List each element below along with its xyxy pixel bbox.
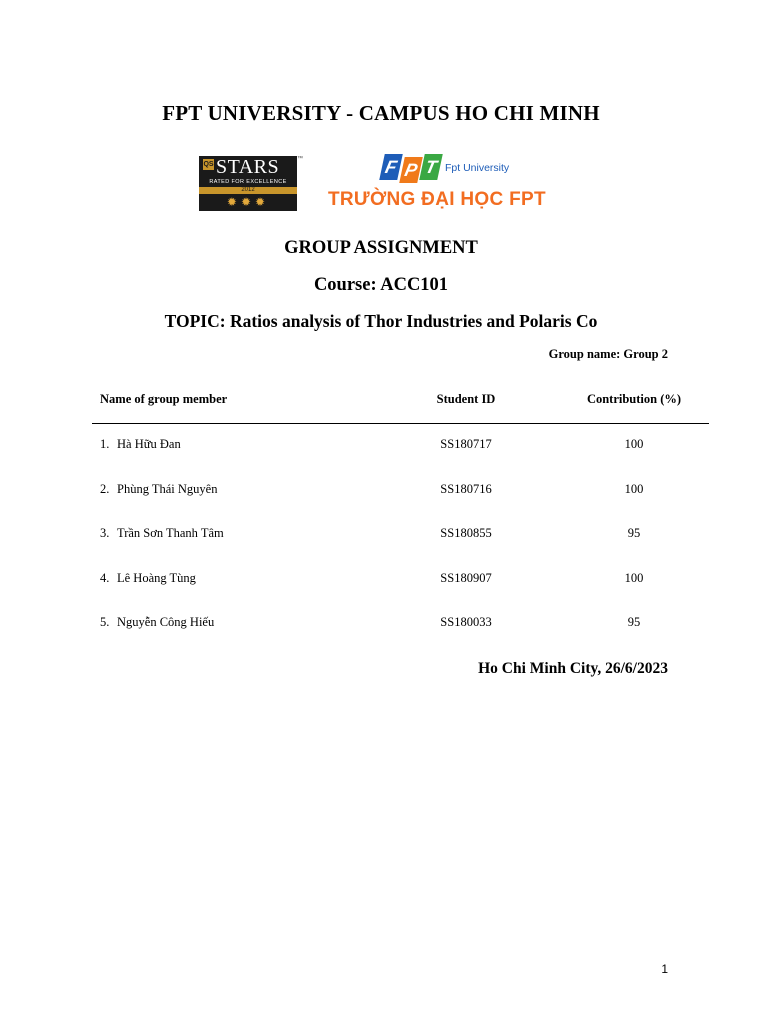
- fpt-letter-f: F: [379, 154, 403, 180]
- contribution: 100: [624, 482, 644, 496]
- fpt-letter-p: P: [399, 157, 423, 183]
- member-name-cell: [100, 437, 181, 452]
- student-id: SS180716: [440, 482, 492, 496]
- table-header: [92, 386, 709, 424]
- member-name-cell: [100, 482, 217, 497]
- member-name-cell: [100, 571, 196, 586]
- contribution: 100: [624, 571, 644, 585]
- assignment-title: GROUP ASSIGNMENT: [284, 238, 478, 258]
- university-title: FPT UNIVERSITY - CAMPUS HO CHI MINH: [162, 101, 600, 125]
- fpt-vietnamese-name: TRƯỜNG ĐẠI HỌC FPT: [328, 189, 546, 210]
- member-name-cell: [100, 615, 214, 630]
- group-name: Group name: Group 2: [548, 347, 668, 361]
- row-number: 1.: [100, 437, 110, 451]
- contribution: 95: [627, 615, 641, 629]
- fpt-university-subtitle: Fpt University: [445, 162, 510, 174]
- student-id: SS180717: [440, 437, 492, 451]
- table-row: [92, 571, 709, 595]
- member-name-cell: [100, 526, 224, 541]
- qs-stars-logo: [199, 156, 303, 211]
- header-name: Name of group member: [100, 392, 228, 406]
- stars-word: STARS: [216, 156, 280, 178]
- header-contribution: Contribution (%): [586, 392, 682, 406]
- row-number: 4.: [100, 571, 110, 585]
- member-name: Phùng Thái Nguyên: [117, 482, 218, 496]
- student-id: SS180855: [440, 526, 492, 540]
- place-date: Ho Chi Minh City, 26/6/2023: [478, 660, 668, 677]
- table-row: [92, 526, 709, 550]
- contribution: 95: [627, 526, 641, 540]
- member-name: Nguyễn Công Hiếu: [117, 615, 215, 629]
- star-rating-icon: ✹✹✹: [226, 195, 270, 209]
- row-number: 5.: [100, 615, 110, 629]
- student-id: SS180907: [440, 571, 492, 585]
- member-name: Hà Hữu Đan: [117, 437, 181, 451]
- page-number: 1: [661, 962, 668, 976]
- row-number: 2.: [100, 482, 110, 496]
- fpt-letter-t: T: [419, 154, 443, 180]
- header-student-id: Student ID: [436, 392, 496, 406]
- member-name: Trần Sơn Thanh Tâm: [117, 526, 224, 540]
- fpt-logo: [380, 154, 515, 186]
- table-row: [92, 482, 709, 506]
- table-row: [92, 615, 709, 639]
- qs-badge: QS: [203, 161, 214, 168]
- course-line: Course: ACC101: [313, 275, 449, 295]
- row-number: 3.: [100, 526, 110, 540]
- trademark-mark: ™: [297, 156, 303, 162]
- table-row: [92, 437, 709, 461]
- student-id: SS180033: [440, 615, 492, 629]
- stars-tagline: RATED FOR EXCELLENCE: [209, 179, 287, 185]
- member-name: Lê Hoàng Tùng: [117, 571, 196, 585]
- topic-line: TOPIC: Ratios analysis of Thor Industries and Polaris Co: [164, 311, 598, 331]
- stars-year: 2012: [199, 187, 297, 194]
- contribution: 100: [624, 437, 644, 451]
